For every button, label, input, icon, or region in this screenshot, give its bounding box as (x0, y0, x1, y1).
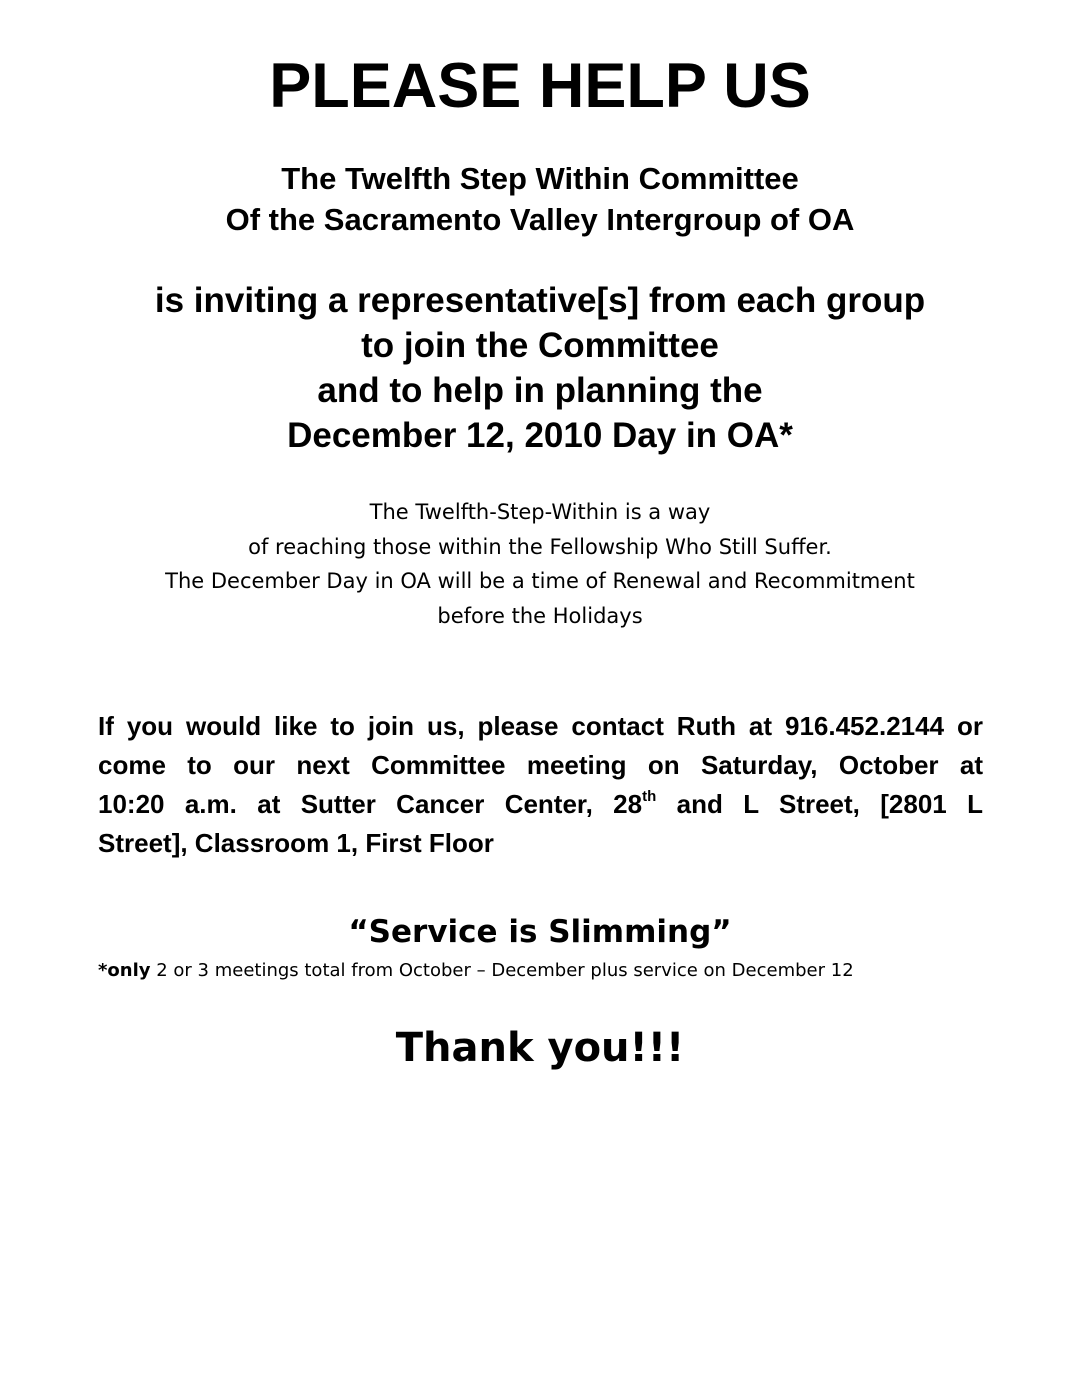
footnote (98, 957, 998, 985)
description-line-3: The December Day in OA will be a time of Renewal and Recommitment (165, 569, 915, 593)
contact-line-3-end: and L Street, [2801 L (656, 789, 983, 819)
slogan: “Service is Slimming” (348, 914, 732, 950)
invitation-line-4: December 12, 2010 Day in OA* (287, 416, 793, 455)
invitation-line-2: to join the Committee (361, 326, 719, 365)
contact-line-2: come to our next Committee meeting on Saturday, October at (98, 750, 983, 780)
contact-line-3-start: 10:20 a.m. at Sutter Cancer Center, 28 (98, 789, 643, 819)
page-title: PLEASE HELP US (269, 51, 811, 121)
contact-line-3 (98, 785, 983, 824)
contact-line-4: Street], Classroom 1, First Floor (98, 828, 494, 858)
contact-paragraph (98, 707, 983, 863)
description-line-1: The Twelfth-Step-Within is a way (369, 500, 711, 524)
contact-line-1: If you would like to join us, please contact Ruth at 916.452.2144 or (98, 711, 983, 741)
description-paragraph (0, 495, 1080, 633)
committee-heading (0, 158, 1080, 240)
description-line-2: of reaching those within the Fellowship Who Still Suffer. (248, 534, 832, 559)
footnote-text: 2 or 3 meetings total from October – December plus service on December 12 (150, 960, 854, 981)
ordinal-suffix: th (642, 788, 657, 806)
invitation-line-3: and to help in planning the (317, 371, 763, 410)
footnote-prefix: *only (98, 960, 151, 981)
description-line-4: before the Holidays (437, 603, 643, 628)
invitation-heading (0, 278, 1080, 458)
invitation-line-1: is inviting a representative[s] from each group (154, 281, 926, 320)
committee-line-1: The Twelfth Step Within Committee (281, 161, 799, 196)
committee-line-2: Of the Sacramento Valley Intergroup of OA (225, 202, 855, 237)
closing-thank-you: Thank you!!! (395, 1025, 685, 1071)
